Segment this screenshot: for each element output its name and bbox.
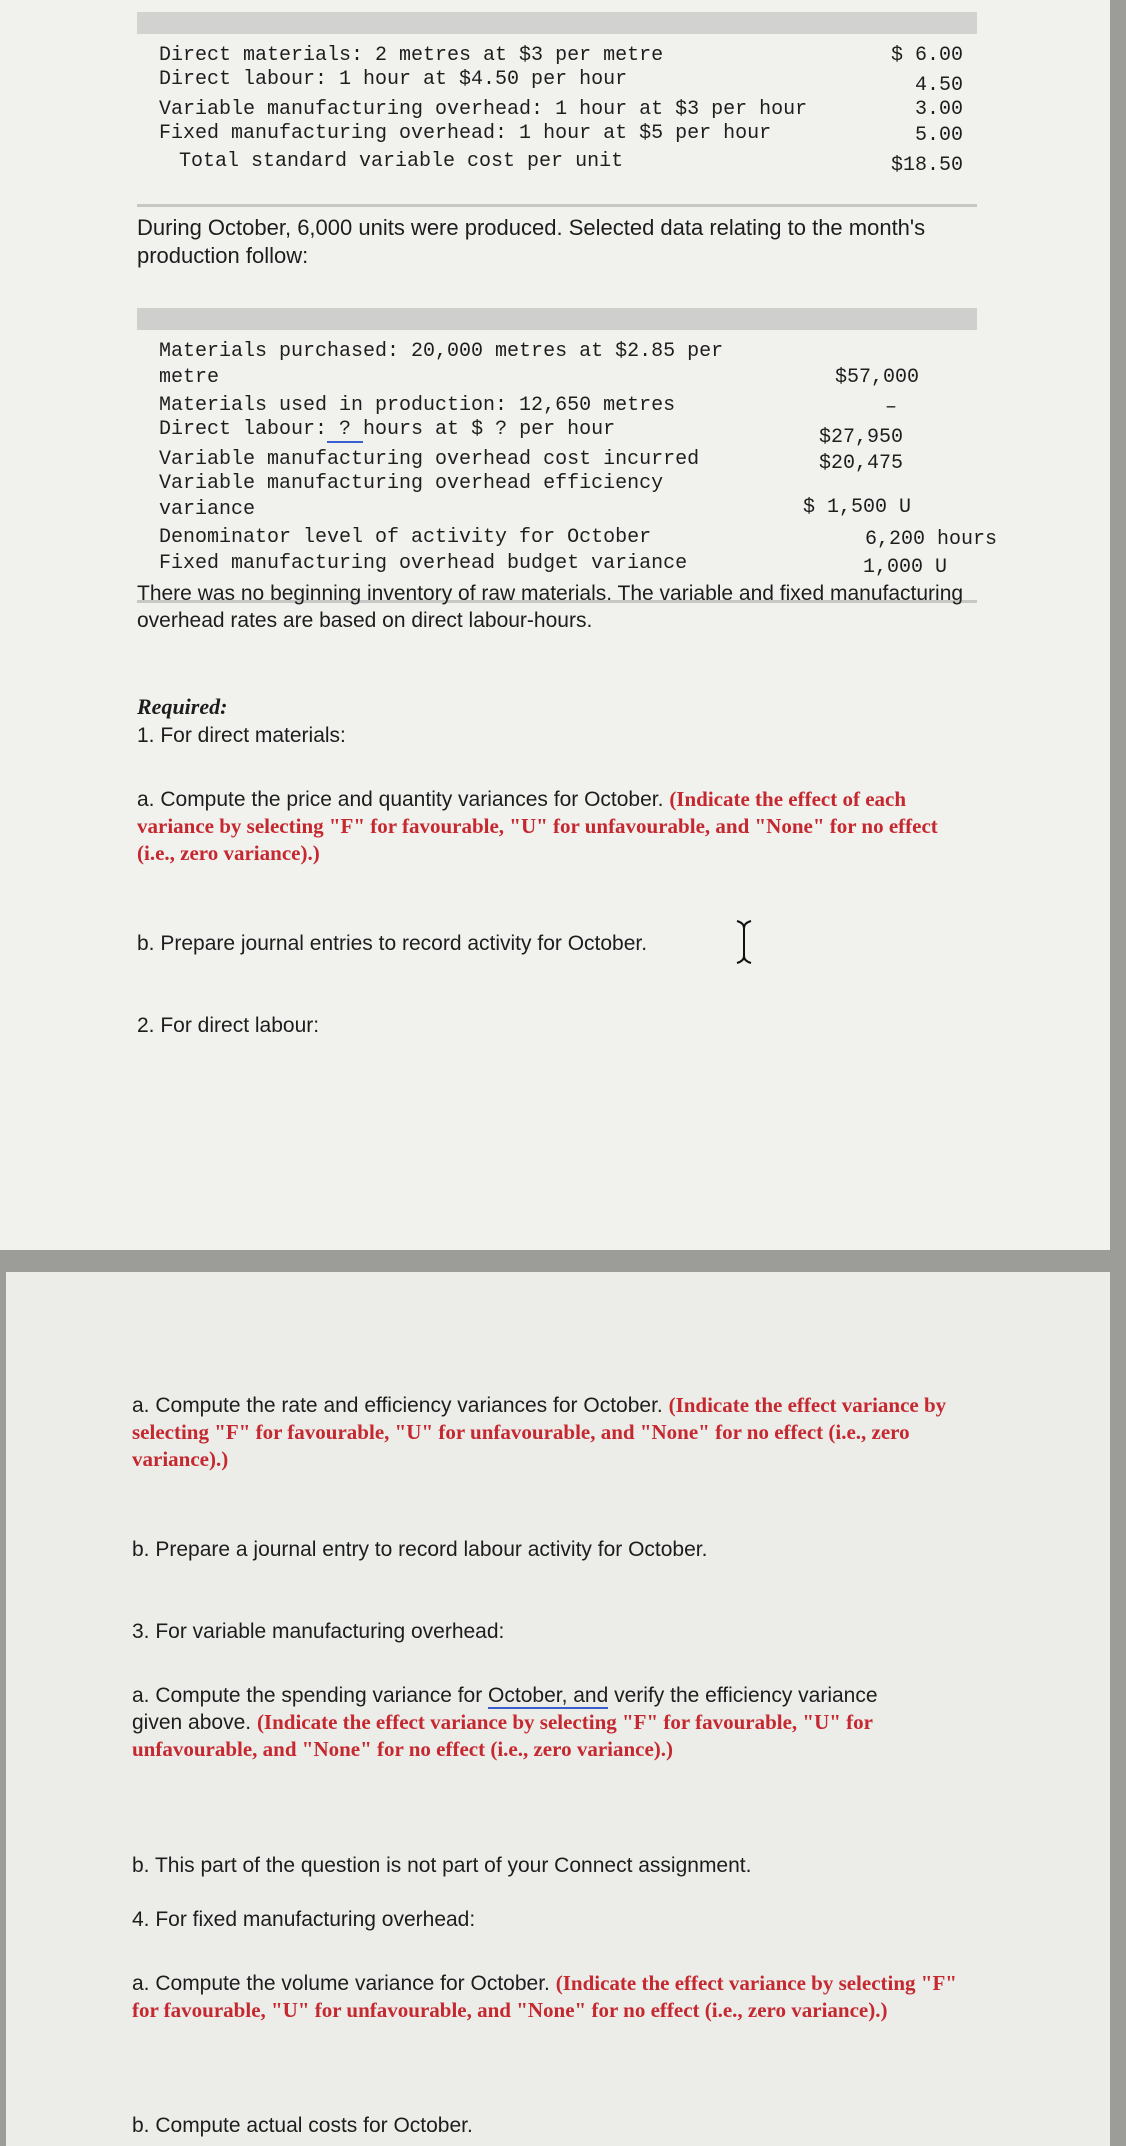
question-1: 1. For direct materials: — [137, 724, 346, 747]
required-heading: Required: — [137, 694, 228, 719]
table-row: Direct labour: 1 hour at $4.50 per hour — [159, 68, 628, 91]
table-row: Variable manufacturing overhead efficiency — [159, 472, 664, 495]
standard-cost-table — [137, 12, 977, 207]
question-2: 2. For direct labour: — [137, 1014, 320, 1037]
row-amount: $27,950 — [818, 426, 903, 449]
table-row: Variable manufacturing overhead: 1 hour at $3 per hour — [159, 98, 808, 121]
table-row: Materials purchased: 20,000 metres at $2.85 per — [159, 340, 724, 363]
row-amount: 3.00 — [914, 98, 963, 121]
spell-check-underline: October, and — [488, 1684, 609, 1707]
question-3: 3. For variable manufacturing overhead: — [132, 1620, 505, 1643]
row-amount-total: $18.50 — [890, 154, 963, 177]
table-row-cont: variance — [159, 498, 256, 521]
table-row: Variable manufacturing overhead cost incurred — [159, 448, 700, 471]
intro-text: During October, 6,000 units were produced. Selected data relating to the month's production follow: — [137, 215, 926, 268]
row-amount: 5.00 — [914, 124, 963, 147]
row-amount: – — [884, 396, 897, 419]
table-row: Denominator level of activity for October — [159, 526, 652, 549]
row-amount: $ 6.00 — [890, 44, 963, 67]
question-1a: a. Compute the price and quantity variances for October. (Indicate the effect of each variance by selecting "F" for favourable, "U" for unfavourable, and "None" for no effect (i.e., zero variance).) — [137, 787, 938, 865]
question-3a: a. Compute the spending variance for October, and verify the efficiency variance given above. (Indicate the effect variance by selecting "F" for favourable, "U" for unfavourable, and "None" for no effect (i.e., zero variance).) — [132, 1684, 878, 1761]
text-cursor-icon — [734, 918, 754, 966]
table-row: Direct materials: 2 metres at $3 per metre — [159, 44, 664, 67]
october-data-table — [137, 308, 997, 603]
row-amount: 1,000 U — [862, 556, 947, 579]
table-row: Materials used in production: 12,650 metres — [159, 394, 676, 417]
question-1b: b. Prepare journal entries to record activity for October. — [137, 932, 648, 955]
question-4a: a. Compute the volume variance for October. (Indicate the effect variance by selecting "F" for favourable, "U" for unfavourable, and "None" for no effect (i.e., zero variance).) — [132, 1971, 957, 2022]
row-amount: $ 1,500 U — [802, 496, 911, 519]
question-2a: a. Compute the rate and efficiency variances for October. (Indicate the effect variance by selecting "F" for favourable, "U" for unfavourable, and "None" for no effect (i.e., zero variance).) — [132, 1393, 947, 1471]
page-section-2 — [6, 1272, 1110, 2146]
table-row: Fixed manufacturing overhead budget variance — [159, 552, 688, 575]
table-row-total: Total standard variable cost per unit — [179, 150, 624, 173]
question-3b: b. This part of the question is not part of your Connect assignment. — [132, 1854, 752, 1877]
note-text: There was no beginning inventory of raw materials. The variable and fixed manufacturing overhead rates are based on direct labour-hours. — [137, 582, 964, 632]
row-amount: $20,475 — [818, 452, 903, 475]
row-amount: $57,000 — [834, 366, 919, 389]
table-row-cont: metre — [159, 366, 220, 389]
table-row: Direct labour: ? hours at $ ? per hour — [159, 418, 616, 441]
question-2b: b. Prepare a journal entry to record labour activity for October. — [132, 1538, 708, 1561]
row-amount: 4.50 — [914, 74, 963, 97]
question-4: 4. For fixed manufacturing overhead: — [132, 1908, 476, 1931]
row-amount: 6,200 hours — [864, 528, 997, 551]
table-row: Fixed manufacturing overhead: 1 hour at $5 per hour — [159, 122, 772, 145]
question-4b: b. Compute actual costs for October. — [132, 2114, 473, 2137]
